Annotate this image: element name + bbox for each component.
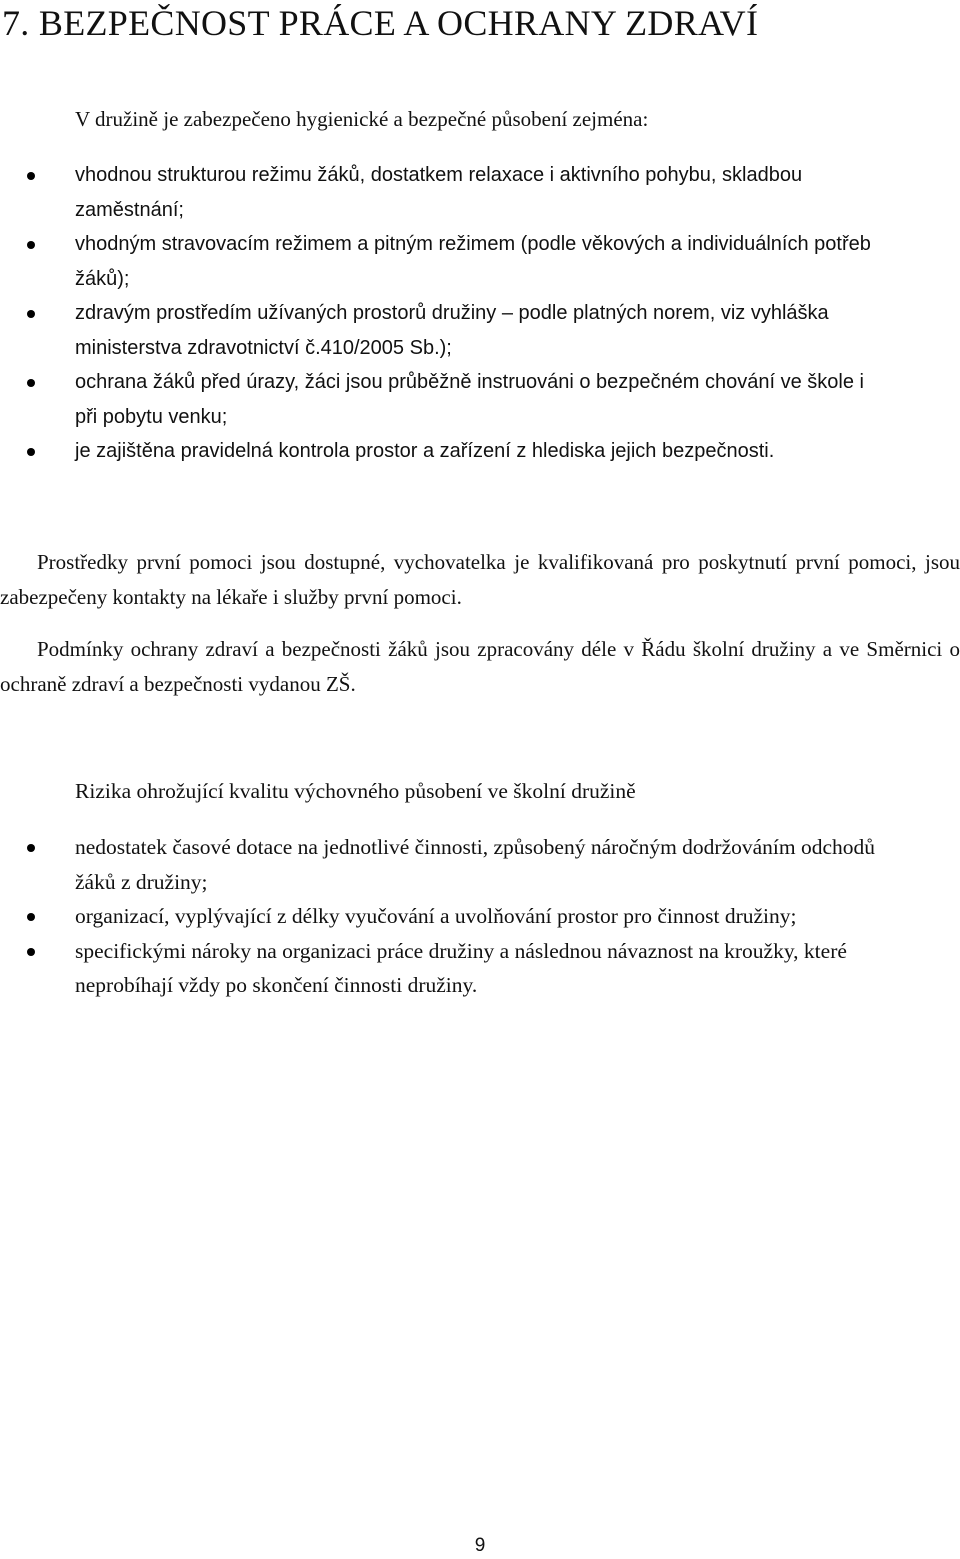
list-item [0,296,890,365]
list-item [0,934,890,1003]
list-item-text: nedostatek časové dotace na jednotlivé činnosti, způsobený náročným dodržováním odchodů žáků z družiny; [75,835,876,894]
bullet-icon [27,448,35,456]
list-item-text: specifickými nároky na organizaci práce družiny a následnou návaznost na kroužky, které neprobíhají vždy po skončení činnosti družiny. [75,938,847,997]
list-item [0,434,890,469]
list-item-text: zdravým prostředím užívaných prostorů družiny – podle platných norem, viz vyhláška ministerstva zdravotnictví č.410/2005 Sb.); [75,302,829,359]
list-item-text: vhodným stravovacím režimem a pitným režimem (podle věkových a individuálních potřeb žáků); [75,233,871,290]
list-item [0,899,890,934]
bullet-icon [27,310,35,318]
bullet-icon [27,379,35,387]
bullet-icon [27,913,35,921]
bullet-icon [27,844,35,852]
risks-list [0,830,890,1003]
page-number: 9 [474,1535,486,1556]
first-aid-paragraph: Prostředky první pomoci jsou dostupné, vychovatelka je kvalifikovaná pro poskytnutí první pomoci, jsou zabezpečeny kontakty na lékaře i služby první pomoci. [0,550,960,609]
list-item [0,830,890,899]
list-item [0,227,890,296]
bullet-icon [27,241,35,249]
list-item [0,158,890,227]
list-item-text: ochrana žáků před úrazy, žáci jsou průběžně instruováni o bezpečném chování ve škole i při pobytu venku; [75,371,864,428]
list-item-text: organizací, vyplývající z délky vyučování a uvolňování prostor pro činnost družiny; [75,904,797,928]
safety-list [0,158,890,469]
list-item [0,365,890,434]
bullet-icon [27,948,35,956]
list-item-text: vhodnou strukturou režimu žáků, dostatkem relaxace i aktivního pohybu, skladbou zaměstnání; [75,164,803,221]
intro-text: V družině je zabezpečeno hygienické a bezpečné působení zejména: [75,107,649,131]
health-conditions-paragraph: Podmínky ochrany zdraví a bezpečnosti žáků jsou zpracovány déle v Řádu školní družiny a ve Směrnici o ochraně zdraví a bezpečnosti vydanou ZŠ. [0,637,960,696]
list-item-text: je zajištěna pravidelná kontrola prostor a zařízení z hlediska jejich bezpečnosti. [75,440,775,462]
risks-title: Rizika ohrožující kvalitu výchovného působení ve školní družině [75,779,636,803]
bullet-icon [27,172,35,180]
section-heading: 7. BEZPEČNOST PRÁCE A OCHRANY ZDRAVÍ [2,3,759,43]
